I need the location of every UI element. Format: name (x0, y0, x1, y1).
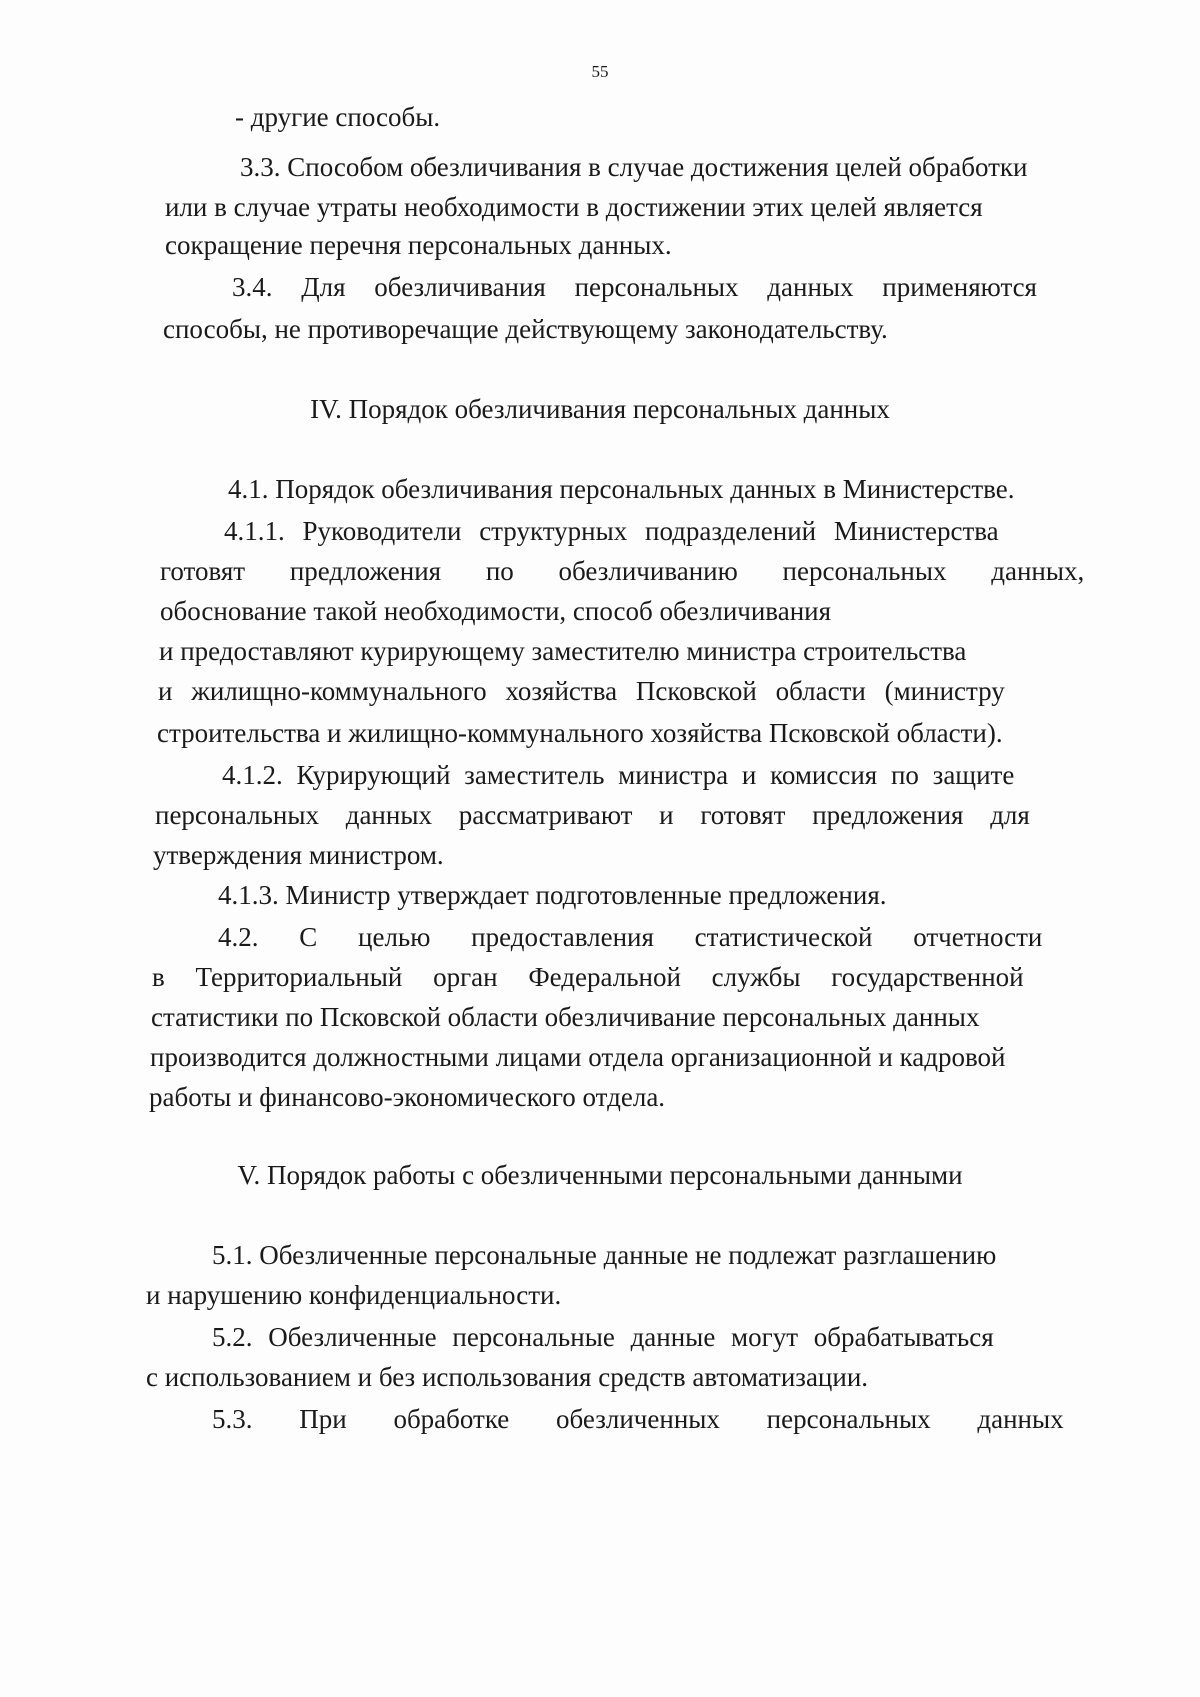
text-line: работы и финансово-экономического отдела. (149, 1082, 666, 1112)
text-line: и предоставляют курирующему заместителю министра строительства (159, 636, 967, 666)
text-line: 4.1. Порядок обезличивания персональных данных в Министерстве. (228, 474, 1015, 504)
text-line: и жилищно-коммунального хозяйства Псковской области (министру (158, 676, 1005, 706)
text-line: производится должностными лицами отдела организационной и кадровой (150, 1042, 1006, 1072)
text-line: способы, не противоречащие действующему законодательству. (163, 314, 888, 344)
text-line: статистики по Псковской области обезличивание персональных данных (151, 1002, 980, 1032)
text-line: 3.4. Для обезличивания персональных данных применяются (232, 272, 1037, 302)
text-line: 5.3. При обработке обезличенных персональных данных (212, 1404, 1064, 1434)
section-heading-v: V. Порядок работы с обезличенными персональными данными (237, 1160, 963, 1190)
text-line: 4.1.1. Руководители структурных подразделений Министерства (224, 516, 999, 546)
text-line: и нарушению конфиденциальности. (146, 1280, 562, 1310)
text-line: утверждения министром. (153, 840, 444, 870)
text-line: с использованием и без использования средств автоматизации. (146, 1362, 869, 1392)
text-line: - другие способы. (235, 102, 441, 132)
text-line (165, 190, 1060, 224)
text-line: в Территориальный орган Федеральной службы государственной (152, 962, 1024, 992)
text-line: 4.1.3. Министр утверждает подготовленные предложения. (218, 880, 887, 910)
text-line: строительства и жилищно-коммунального хозяйства Псковской области). (157, 718, 1003, 748)
text-line: персональных данных рассматривают и готовят предложения для (155, 800, 1030, 830)
text-line: 5.2. Обезличенные персональные данные могут обрабатываться (212, 1322, 994, 1352)
page-number: 55 (591, 62, 609, 81)
text-line: сокращение перечня персональных данных. (165, 230, 672, 260)
section-heading-iv: IV. Порядок обезличивания персональных данных (310, 394, 890, 424)
text-line: 4.2. С целью предоставления статистической отчетности (218, 922, 1043, 952)
text-line-content: или в случае утраты необходимости в достижении этих целей является (165, 192, 983, 222)
text-line: 4.1.2. Курирующий заместитель министра и комиссия по защите (222, 760, 1015, 790)
text-line: 3.3. Способом обезличивания в случае достижения целей обработки (240, 152, 1028, 182)
text-line: 5.1. Обезличенные персональные данные не подлежат разглашению (212, 1240, 997, 1270)
text-line: готовят предложения по обезличиванию персональных данных, (160, 556, 1085, 586)
text-line: обоснование такой необходимости, способ обезличивания (160, 596, 832, 626)
